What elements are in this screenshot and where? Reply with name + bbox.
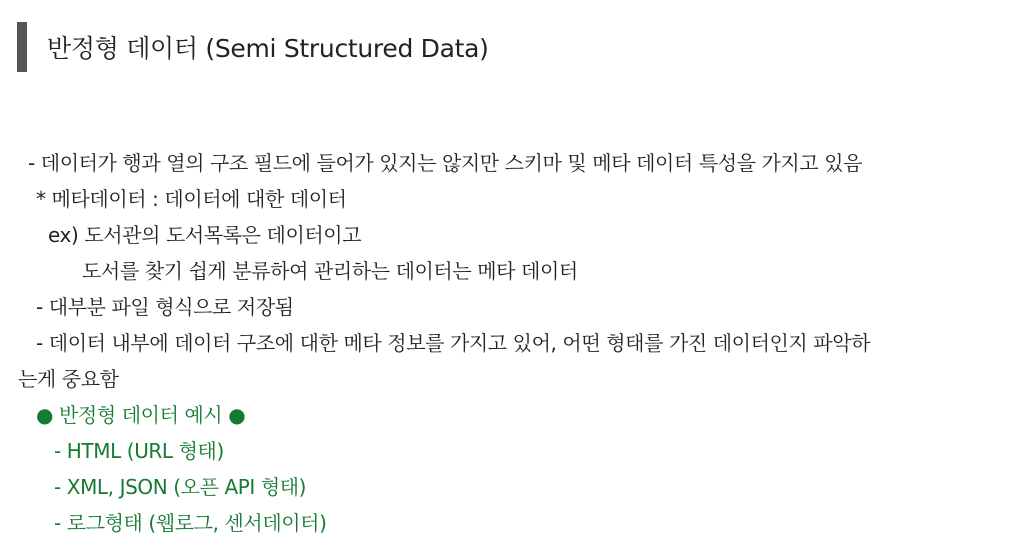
example-item-html: - HTML (URL 형태)	[54, 439, 224, 463]
page-title: 반정형 데이터 (Semi Structured Data)	[47, 34, 489, 63]
example-continuation: 도서를 찾기 쉽게 분류하여 관리하는 데이터는 메타 데이터	[82, 259, 578, 283]
storage-line: - 대부분 파일 형식으로 저장됨	[36, 295, 294, 319]
section-heading	[17, 22, 489, 72]
content-body	[18, 145, 1028, 541]
structure-line: - 데이터 내부에 데이터 구조에 대한 메타 정보를 가지고 있어, 어떤 형태를 가진 데이터인지 파악하	[36, 331, 871, 355]
example-line: ex) 도서관의 도서목록은 데이터이고	[48, 223, 362, 247]
example-item-log: - 로그형태 (웹로그, 센서데이터)	[54, 511, 327, 535]
examples-title: ● 반정형 데이터 예시 ●	[36, 403, 246, 427]
structure-line-wrap: 는게 중요함	[18, 367, 119, 391]
heading-accent-bar	[17, 22, 27, 72]
definition-line: - 데이터가 행과 열의 구조 필드에 들어가 있지는 않지만 스키마 및 메타 데이터 특성을 가지고 있음	[28, 151, 863, 175]
metadata-note: * 메타데이터 : 데이터에 대한 데이터	[36, 187, 347, 211]
example-item-xml-json: - XML, JSON (오픈 API 형태)	[54, 475, 307, 499]
